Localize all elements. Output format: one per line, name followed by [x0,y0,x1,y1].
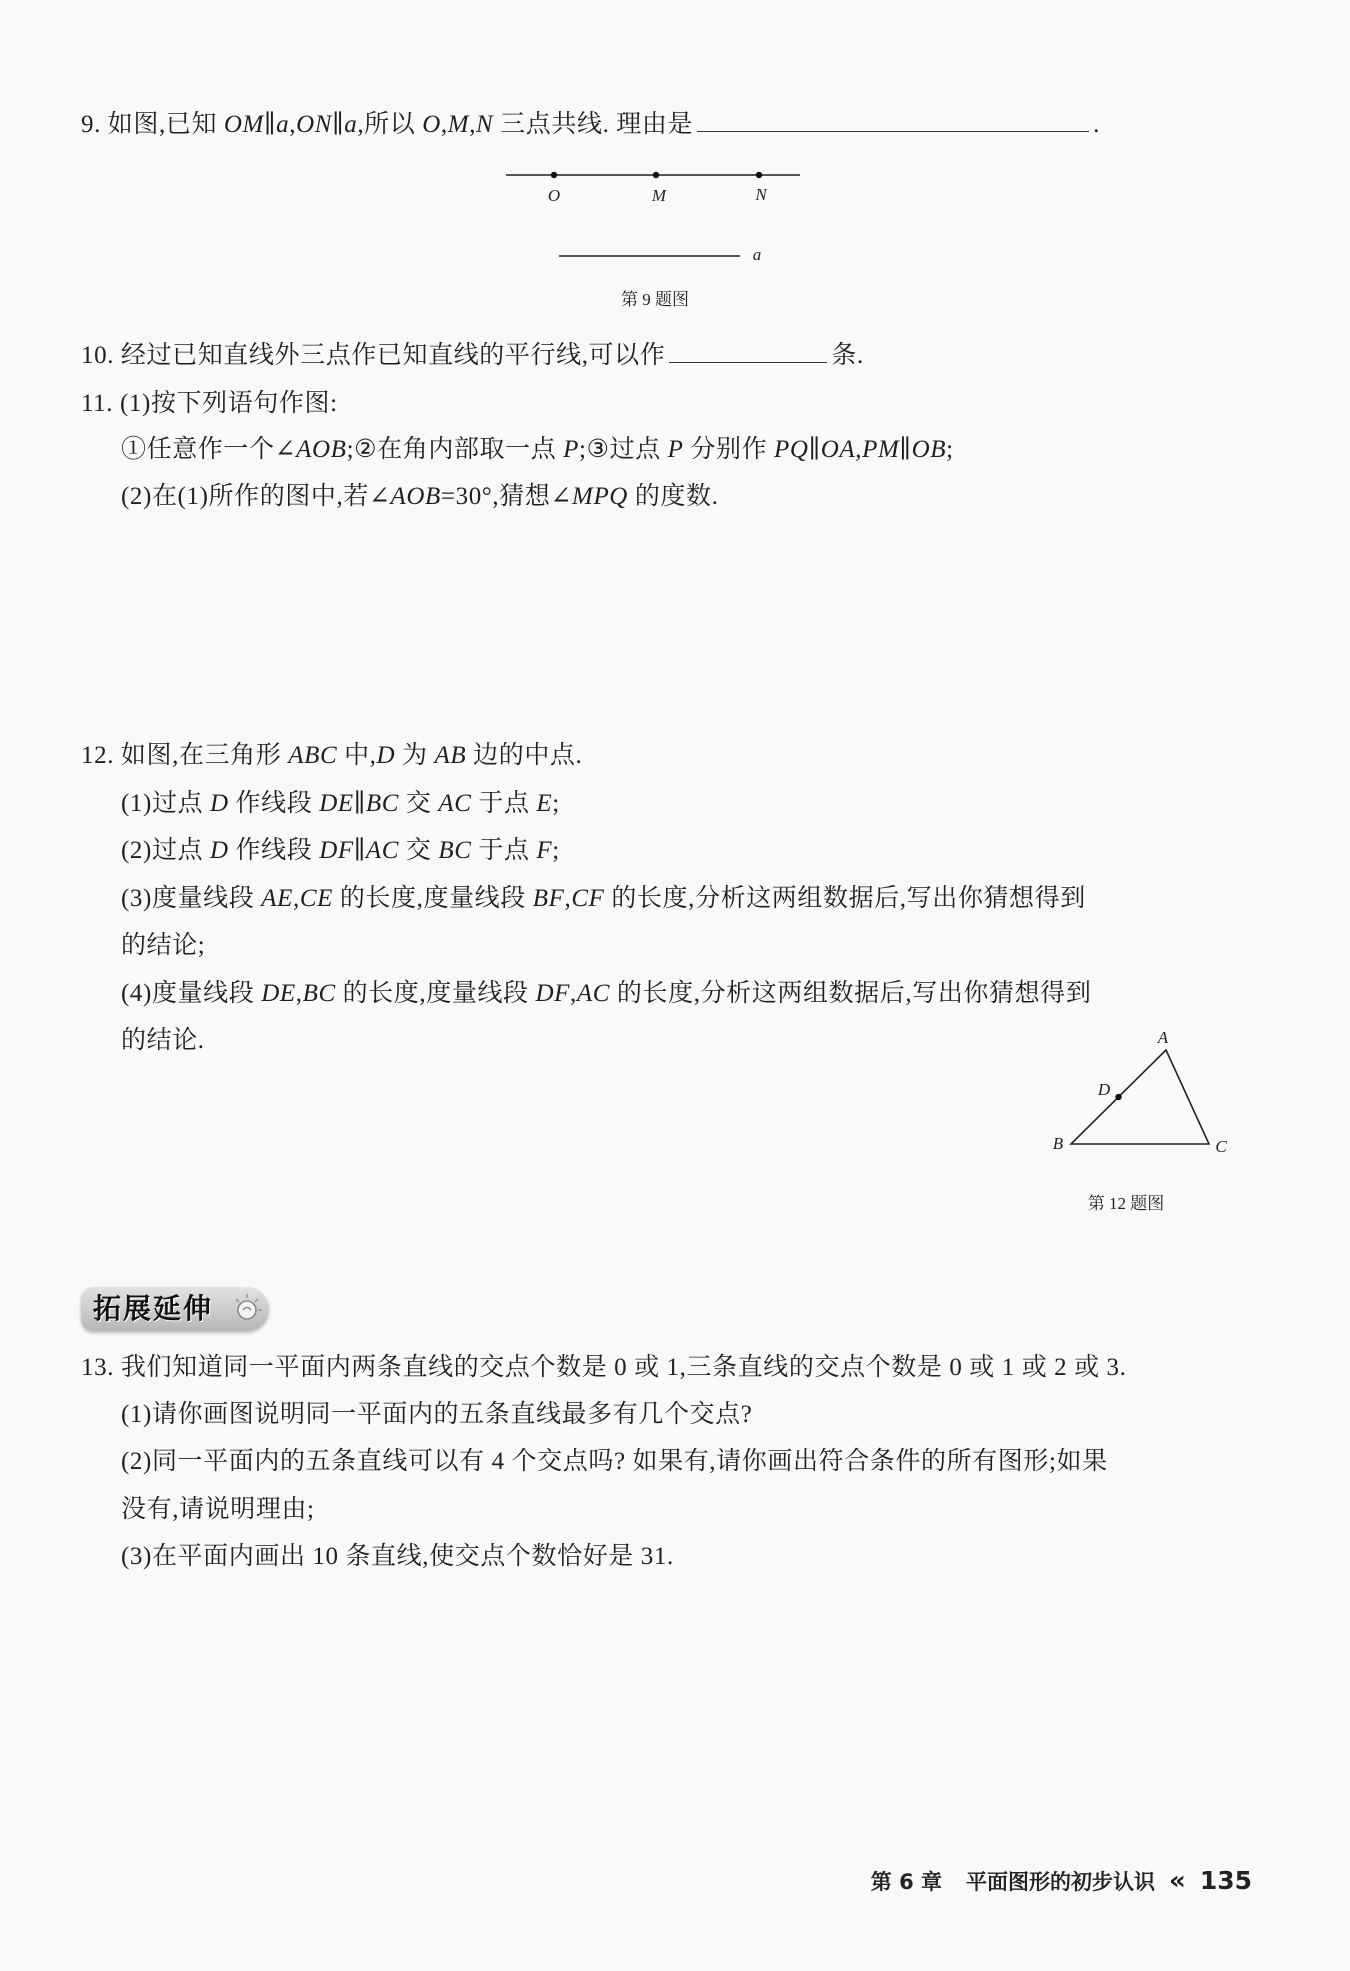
question-9-end: . [1093,111,1100,138]
answer-blank [697,111,1089,132]
question-12-line: (2)过点 D 作线段 DF∥AC 交 BC 于点 F; [121,837,560,864]
question-13-line: (3)在平面内画出 10 条直线,使交点个数恰好是 31. [121,1543,674,1570]
question-10 [81,340,864,372]
question-13-line: (1)请你画图说明同一平面内的五条直线最多有几个交点? [121,1401,753,1428]
question-12-line: 的结论. [121,1027,205,1054]
question-9-text: 9. 如图,已知 OM∥a,ON∥a,所以 O,M,N 三点共线. 理由是 [81,111,694,138]
point-m [653,172,659,178]
question-12-line: (4)度量线段 DE,BC 的长度,度量线段 DF,AC 的长度,分析这两组数据后,写出你猜想得到 [121,980,1092,1007]
chapter-label: 第 6 章 [870,1870,943,1894]
question-10-text: 10. 经过已知直线外三点作已知直线的平行线,可以作 [81,342,666,369]
label-a: A [1157,1028,1169,1047]
question-10-end: 条. [831,342,864,369]
question-12-line: (3)度量线段 AE,CE 的长度,度量线段 BF,CF 的长度,分析这两组数据后,写出你猜想得到 [121,885,1086,912]
label-m: M [651,186,667,205]
label-d: D [1097,1080,1111,1099]
question-12-line: 12. 如图,在三角形 ABC 中,D 为 AB 边的中点. [81,742,583,769]
question-11-line: 11. (1)按下列语句作图: [81,390,338,417]
label-c: C [1215,1137,1227,1156]
label-b: B [1052,1134,1064,1153]
point-n [756,172,762,178]
label-a: a [752,245,762,264]
question-12-line: 的结论; [121,932,206,959]
section-title: 拓展延伸 [93,1292,214,1325]
figure-9-diagram [500,165,810,265]
question-12-line: (1)过点 D 作线段 DE∥BC 交 AC 于点 E; [121,790,560,817]
label-n: N [755,185,767,204]
double-chevron-left-icon [1169,1866,1186,1896]
question-13-line: 没有,请说明理由; [121,1496,315,1523]
question-11-line: ①任意作一个∠AOB;②在角内部取一点 P;③过点 P 分别作 PQ∥OA,PM∥OB; [121,436,954,463]
figure-12-triangle [1050,1030,1230,1160]
chapter-title: 平面图形的初步认识 [966,1870,1156,1894]
section-badge [81,1287,269,1331]
label-o: O [547,186,561,205]
page-number: 135 [1199,1866,1252,1895]
figure-9-caption: 第 9 题图 [621,290,689,309]
lightbulb-icon [227,1291,265,1327]
page-footer [871,1866,1252,1896]
question-13-line: 13. 我们知道同一平面内两条直线的交点个数是 0 或 1,三条直线的交点个数是 0 或 1 或 2 或 3. [81,1354,1127,1381]
point-d [1115,1094,1121,1100]
question-9 [81,109,1100,141]
point-o [551,172,557,178]
question-11-line: (2)在(1)所作的图中,若∠AOB=30°,猜想∠MPQ 的度数. [121,483,719,510]
triangle-abc [1071,1050,1209,1144]
answer-blank [669,342,827,363]
figure-12-caption: 第 12 题图 [1087,1194,1165,1213]
question-13-line: (2)同一平面内的五条直线可以有 4 个交点吗? 如果有,请你画出符合条件的所有图形;如果 [121,1448,1108,1475]
